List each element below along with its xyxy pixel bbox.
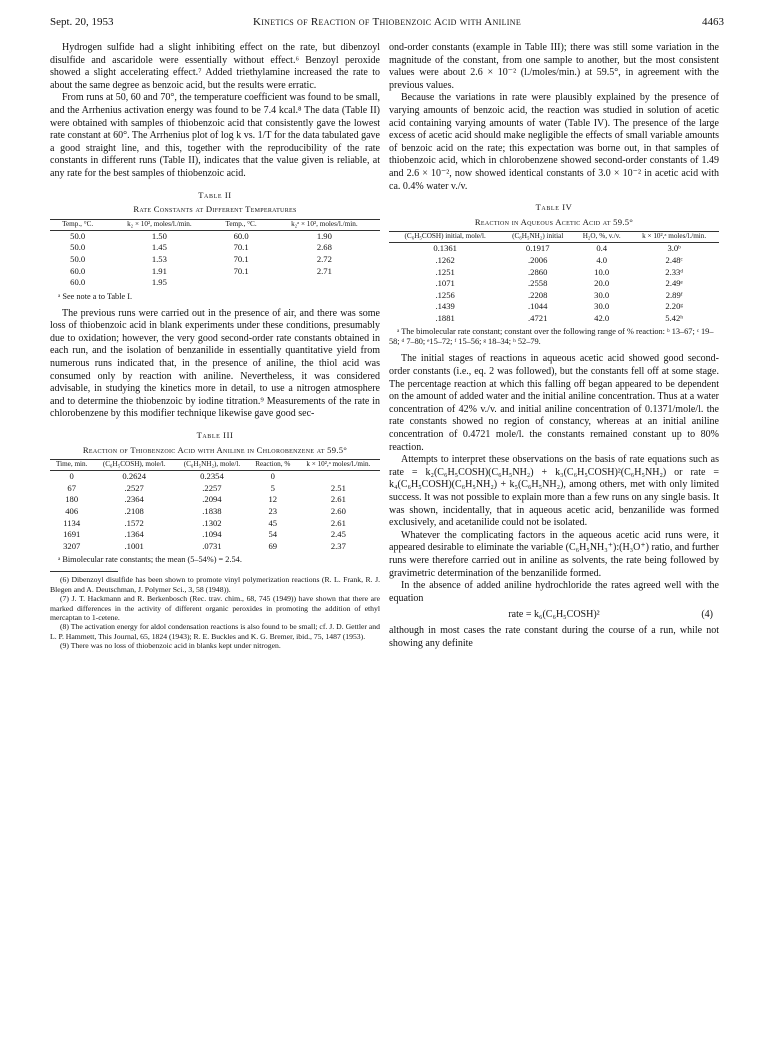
table-cell: 2.72 [316, 253, 332, 264]
table-cell: 2.61 [330, 494, 346, 505]
table-cell: .1572 [124, 517, 144, 528]
table-row [50, 242, 380, 254]
table-cell: .2257 [202, 482, 222, 493]
table-3-caption: Reaction of Thiobenzoic Acid with Aniline in Chlorobenzene at 59.5° [82, 444, 348, 455]
table-cell: 70.1 [233, 242, 249, 253]
table-row [50, 266, 380, 278]
table-cell: 0 [270, 471, 275, 482]
table-cell [213, 277, 268, 289]
table-row [50, 529, 380, 541]
table-cell: 4.0 [596, 254, 608, 265]
paragraph: ond-order constants (example in Table III); there was still some variation in the magnitude of the constant, from one sample to another, but the most consistent values were about 2.6 × 10⁻² (l./moles/min.) at 59.5°, in agreement with the previous values. [389, 42, 719, 91]
table-cell: 30.0 [594, 289, 610, 300]
table-row [389, 243, 719, 255]
table-2-body [50, 230, 380, 288]
table-cell: .2558 [528, 278, 548, 289]
table-3 [50, 459, 380, 552]
paragraph: From runs at 50, 60 and 70°, the temperature coefficient was found to be small, and the Arrhenius activation energy was found to be 7.4 kcal.⁸ The data (Table II) were obtained with samples of thiobenzoic acid that consistently gave the lowest rate constant at 60°. The Arrhenius plot of log k vs. 1/T for the data tabulated gave a good straight line, and this, together with the reproducibility of the rate constants in different runs (Table II), indicates that the value given is reliable, at any rate for the best samples of thiobenzoic acid. [50, 92, 380, 179]
table-header-cell: k₂ × 10², moles/l./min. [105, 219, 213, 230]
table-cell: .1881 [435, 312, 455, 323]
table-cell: 2.89ᶠ [665, 289, 683, 300]
table-row [389, 301, 719, 313]
table-row [389, 278, 719, 290]
equation-number: (4) [701, 609, 713, 621]
paragraph: The previous runs were carried out in the presence of air, and there was some loss of thiobenzoic acid in blank experiments under these conditions, presumably due to oxidation; however, the very good second-order rate constants obtained in each run, and the isolation of benzanilide in essentially quantitative yield from numerous runs indicated that, in the presence of aniline, the thiol acid was consumed only by reaction with aniline. Nevertheless, it was considered advisable, in studying the kinetics more in detail, to use a nitrogen atmosphere and to determine the thiobenzoic by iodine titration.⁹ Measurements of the rate in chlorobenzene by this modifier technique likewise gave good sec- [50, 307, 380, 420]
table-row [50, 277, 380, 289]
table-cell: 0.1361 [433, 243, 457, 254]
footnote: (9) There was no loss of thiobenzoic acid in blanks kept under nitrogen. [60, 641, 281, 651]
table-cell: 50.0 [70, 230, 86, 241]
table-2 [50, 219, 380, 289]
table-3-note: ᵃ Bimolecular rate constants; the mean (5–54%) = 2.54. [58, 555, 242, 565]
table-cell: 60.0 [70, 277, 86, 288]
table-cell: 12 [268, 494, 278, 505]
table-cell: 2.48ᶜ [665, 254, 683, 265]
table-header-cell: Reaction, % [249, 460, 297, 471]
table-cell [297, 471, 380, 483]
table-cell: 1.45 [151, 242, 167, 253]
table-cell: 2.33ᵈ [665, 266, 683, 277]
table-cell: 1.91 [151, 265, 167, 276]
table-4 [389, 231, 719, 324]
table-cell: 5 [270, 482, 275, 493]
equation-text: rate = k₆(C₆H₅COSH)² [508, 609, 600, 621]
equation-4 [389, 608, 719, 622]
table-cell: 3.0ᵇ [667, 243, 681, 254]
table-cell: .1044 [528, 301, 548, 312]
table-cell: 69 [268, 540, 278, 551]
table-header-cell: k₂ᵃ × 10², moles/l./min. [269, 219, 380, 230]
paragraph: although in most cases the rate constant during the course of a run, while not showing any definite [389, 625, 719, 649]
table-cell: 2.51 [330, 482, 346, 493]
table-cell: 1.95 [151, 277, 167, 288]
table-cell: 1.53 [151, 253, 167, 264]
table-cell: .1262 [435, 254, 455, 265]
table-cell: .1094 [202, 529, 222, 540]
table-header-cell: k × 10²,ᵃ moles/l./min. [297, 460, 380, 471]
table-header-cell: Time, min. [50, 460, 93, 471]
table-2-label: Table II [198, 189, 232, 200]
table-row [50, 506, 380, 518]
table-cell: 2.49ᵉ [665, 278, 683, 289]
table-cell: 1.50 [151, 230, 167, 241]
table-cell: 50.0 [70, 253, 86, 264]
table-header-cell: (C₆H₅COSH) initial, mole/l. [389, 232, 501, 243]
table-cell: 0 [69, 471, 74, 482]
table-cell: 180 [65, 494, 79, 505]
table-cell: 20.0 [594, 278, 610, 289]
table-header-cell: (C₆H₅NH₂) initial [501, 232, 574, 243]
table-cell: .1001 [124, 540, 144, 551]
table-header-cell: Temp., °C. [50, 219, 105, 230]
table-cell: 406 [65, 506, 79, 516]
table-cell: 2.60 [330, 506, 346, 516]
table-cell: 0.2354 [200, 471, 224, 482]
table-cell: 60.0 [233, 230, 249, 241]
table-cell: 70.1 [233, 265, 249, 276]
footnote-rule [50, 571, 118, 572]
table-3-label: Table III [196, 430, 234, 441]
table-cell: 1134 [63, 517, 81, 528]
table-cell: .0731 [202, 540, 222, 551]
table-cell: .2208 [528, 289, 548, 300]
table-cell: .1071 [435, 278, 455, 289]
table-cell: 5.42ʰ [665, 312, 684, 323]
table-cell: 30.0 [594, 301, 610, 312]
paragraph: The initial stages of reactions in aqueous acetic acid showed good second-order constants (i.e., eq. 2 was followed), but the constants fell off at some stage. The percentage reaction at which this falling off began appeared to be dependent on the amount of added water and the initial aniline concentration. Thus at a water concentration of 42% v./v. and initial aniline concentration of 0.1371/mole/l. the rate constants showed no region of constancy, whereas at an initial aniline concentration of 0.4721 mole/l. the constants remained constant up to 80% reaction. [389, 353, 719, 453]
table-cell: .2860 [528, 266, 548, 277]
table-cell: 42.0 [594, 312, 610, 323]
table-header-cell: (C₆H₅NH₂), mole/l. [175, 460, 249, 471]
table-4-label: Table IV [535, 202, 573, 213]
table-cell: 50.0 [70, 242, 86, 253]
table-cell: 0.4 [596, 243, 608, 254]
paragraph: Whatever the complicating factors in the aqueous acetic acid runs were, it appeared desirable to eliminate the variable (C₆H₅NH₃⁺):(H₃O⁺) ratio, and further runs were therefore carried out in aniline as solvents, the rate being followed by gravimetric determination of the benzanilide formed. [389, 529, 719, 579]
table-cell: .2094 [202, 494, 222, 505]
table-cell: 10.0 [594, 266, 610, 277]
table-header-cell: (C₆H₅COSH), mole/l. [93, 460, 175, 471]
left-column [50, 42, 380, 651]
table-header-cell: H₂O, %, v./v. [574, 232, 629, 243]
table-row [50, 518, 380, 530]
table-row [389, 267, 719, 279]
footnote: (8) The activation energy for aldol condensation reactions is also found to be small; cf. J. D. Gettler and L. P. Hammett, This Journal, 65, 1824 (1943); R. E. Buckles and K. G. Bremer, ibid., 75, 1487 (1953). [50, 622, 380, 641]
table-row [50, 541, 380, 553]
table-cell: 3207 [63, 540, 81, 551]
table-row [50, 230, 380, 242]
paragraph: Attempts to interpret these observations on the basis of rate equations such as rate = k₂(C₆H₅COSH)(C₆H₅NH₂) + k₃(C₆H₅COSH)²(C₆H₅NH₂) or rate = k₄(C₆H₅COSH)(C₆H₅NH₂) + k₅(C₆H₅NH₂), among others, met with only limited success. It was not possible to explain more than a few runs on any single basis. It was shown, incidentally, that in aqueous acetic acid, benzanilide was formed exclusively, and acetanilide could not be isolated. [389, 454, 719, 529]
table-row [50, 494, 380, 506]
table-cell: 0.2624 [122, 471, 147, 482]
table-4-note: ᵃ The bimolecular rate constant; constant over the following range of % reaction: ᵇ 13–67; ᶜ 19–58; ᵈ 7–80; ᵉ15–72; ᶠ 15–56; ᵍ 18–34; ʰ 52–79. [389, 327, 714, 347]
table-cell: 60.0 [70, 265, 86, 276]
table-2-note: ᵃ See note a to Table I. [58, 291, 133, 301]
table-cell: 45 [268, 517, 278, 528]
table-cell: 2.68 [316, 242, 332, 253]
running-header [50, 16, 724, 32]
page-number: 4463 [702, 16, 724, 28]
table-row [50, 254, 380, 266]
table-cell: 1691 [63, 529, 81, 540]
table-row [389, 290, 719, 302]
table-cell: .1439 [435, 301, 455, 312]
paragraph: In the absence of added aniline hydrochloride the rates agreed well with the equation [389, 580, 719, 604]
paragraph: Hydrogen sulfide had a slight inhibiting effect on the rate, but dibenzoyl disulfide and ascaridole were essentially without effect.⁶ Benzoyl peroxide showed a slight accelerating effect.⁷ Added triethylamine increased the rate to about the same degree as benzoic acid, but the results were erratic. [50, 42, 380, 91]
table-cell: 1.90 [316, 230, 332, 241]
table-cell: .4721 [528, 312, 548, 323]
table-cell: 0.1917 [525, 243, 550, 254]
table-cell: 67 [67, 482, 76, 493]
table-cell: .1302 [202, 517, 222, 528]
table-cell: .2006 [528, 254, 548, 265]
right-column [389, 42, 719, 651]
table-cell: .1364 [124, 529, 144, 540]
table-3-body [50, 471, 380, 553]
table-header-cell: Temp., °C. [213, 219, 268, 230]
table-cell: 2.45 [330, 529, 346, 540]
table-cell: 70.1 [233, 253, 249, 264]
table-cell: .2527 [124, 482, 144, 493]
header-title: Kinetics of Reaction of Thiobenzoic Acid with Aniline [252, 16, 522, 28]
table-cell: .2364 [124, 494, 144, 505]
footnote: (6) Dibenzoyl disulfide has been shown to promote vinyl polymerization reactions (R. L. Frank, R. J. Blegen and A. Deutschman, J. Polymer Sci., 3, 58 (1948)). [50, 575, 380, 594]
table-cell [269, 277, 380, 289]
footnote: (7) J. T. Hackmann and R. Berkenbosch (Rec. trav. chim., 68, 745 (1949)) have shown that there are marked differences in the activity of different organic peroxides in promoting the addition of ethyl mercaptan to 1-cetene. [50, 594, 380, 622]
table-4-caption: Reaction in Aqueous Acetic Acid at 59.5° [474, 216, 634, 227]
table-cell: 23 [268, 506, 278, 516]
table-row [50, 483, 380, 495]
table-cell: 2.37 [330, 540, 346, 551]
table-4-body [389, 243, 719, 325]
table-cell: 54 [268, 529, 278, 540]
table-2-caption: Rate Constants at Different Temperatures [133, 204, 297, 215]
table-header-cell: k × 10²,ᵃ moles/l./min. [629, 232, 719, 243]
table-cell: 2.71 [316, 265, 332, 276]
table-row [50, 471, 380, 483]
table-cell: 2.61 [330, 517, 346, 528]
header-date: Sept. 20, 1953 [50, 16, 114, 28]
table-row [389, 313, 719, 325]
table-cell: .1838 [202, 506, 222, 516]
table-cell: 2.20ᵍ [665, 301, 683, 312]
table-cell: .2108 [124, 506, 144, 516]
table-row [389, 255, 719, 267]
paragraph: Because the variations in rate were plausibly explained by the presence of varying amounts of benzoic acid, the reaction was studied in solution of acetic acid containing varying amounts of water (Table IV). The presence of the large excess of acetic acid should make negligible the effects of small variable amounts of benzoic acid on the rate; this expectation was borne out, in that samples of thiobenzoic acid, which in chlorobenzene showed second-order constants of 1.49 and 2.6 × 10⁻², now showed identical constants of 3.0 × 10⁻² in acetic acid with ca. 0.4% water v./v. [389, 92, 719, 192]
table-cell: .1251 [435, 266, 455, 277]
table-cell: .1256 [435, 289, 455, 300]
